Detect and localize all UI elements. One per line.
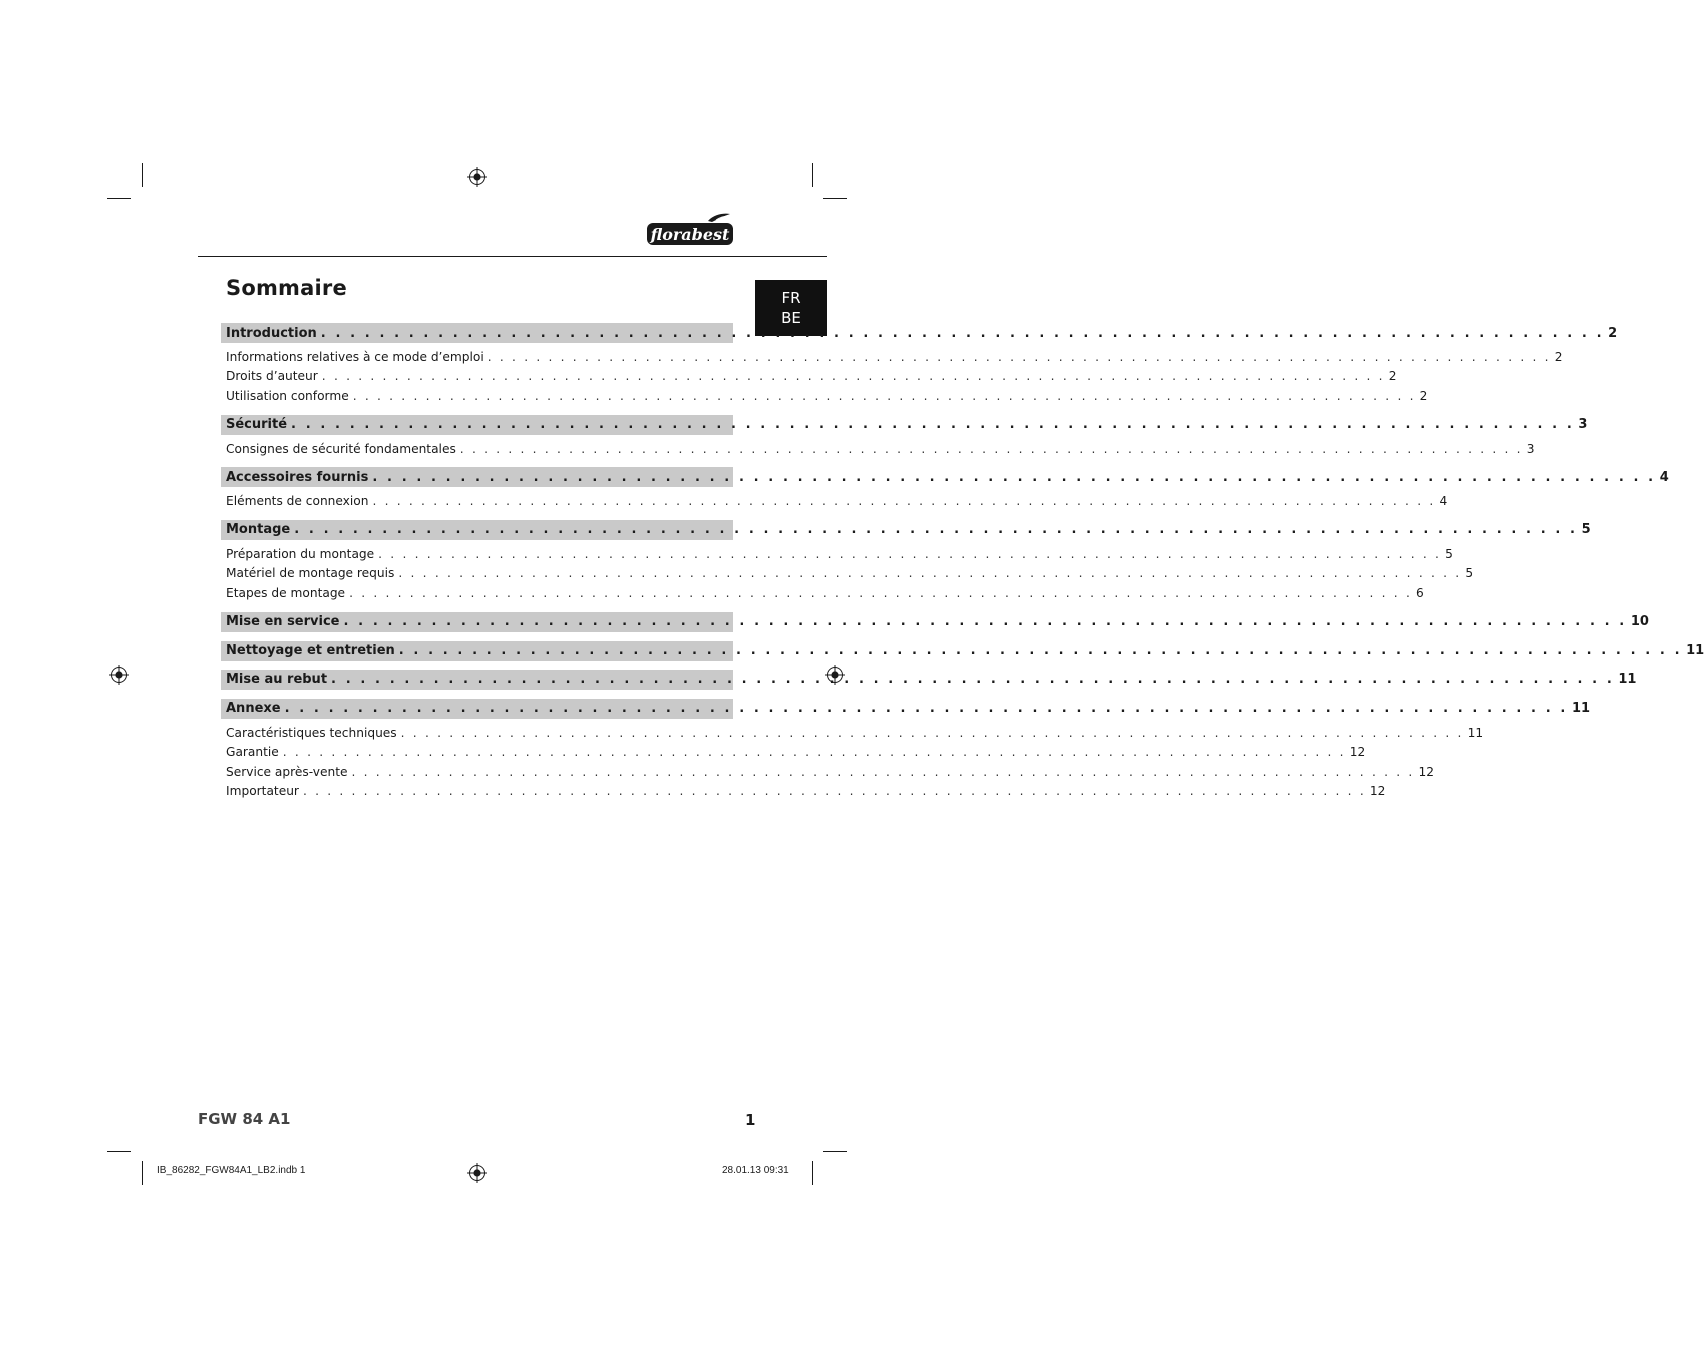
toc-entry-title: Eléments de connexion xyxy=(226,494,369,509)
toc-section-page: 3 xyxy=(1578,417,1588,433)
toc-entry-title: Importateur xyxy=(226,784,299,799)
crop-mark xyxy=(823,198,847,199)
toc-entry-page: 12 xyxy=(1369,784,1386,799)
toc-leader-dots: . . . . . . . . . . . . . . . . . . . . . . . . . . . . . . . . . . . . . . . . . . . . . . . . . . . . . . . . . . . . . . . . . . . . . . . . . . . . . . . . . . . . . . . . xyxy=(352,388,1416,403)
toc-entry-page: 12 xyxy=(1418,764,1434,779)
footer-page-number: 1 xyxy=(745,1111,756,1129)
table-of-contents xyxy=(221,323,1704,810)
toc-leader-dots: . . . . . . . . . . . . . . . . . . . . . . . . . . . . . . . . . . . . . . . . . . . . . . . . . . . . . . . . . . . . . . . . . . . . . . . . . . . . . . . . . . . . . . . . xyxy=(331,672,1615,688)
toc-subentries xyxy=(221,540,1474,603)
toc-leader-dots: . . . . . . . . . . . . . . . . . . . . . . . . . . . . . . . . . . . . . . . . . . . . . . . . . . . . . . . . . . . . . . . . . . . . . . . . . . . . . . . . . . . . . . . . xyxy=(398,566,1462,581)
toc-leader-dots: . . . . . . . . . . . . . . . . . . . . . . . . . . . . . . . . . . . . . . . . . . . . . . . . . . . . . . . . . . . . . . . . . . . . . . . . . . . . . . . . . . . . . . . . xyxy=(349,585,1413,600)
crop-mark xyxy=(812,163,813,187)
toc-section-title: Nettoyage et entretien xyxy=(226,643,395,659)
toc-entry-page: 5 xyxy=(1445,546,1453,561)
toc-leader-dots: . . . . . . . . . . . . . . . . . . . . . . . . . . . . . . . . . . . . . . . . . . . . . . . . . . . . . . . . . . . . . . . . . . . . . . . . . . . . . . . . . . . . . . . . xyxy=(284,701,1568,717)
toc-leader-dots: . . . . . . . . . . . . . . . . . . . . . . . . . . . . . . . . . . . . . . . . . . . . . . . . . . . . . . . . . . . . . . . . . . . . . . . . . . . . . . . . . . . . . . . . xyxy=(398,643,1683,659)
toc-leader-dots: . . . . . . . . . . . . . . . . . . . . . . . . . . . . . . . . . . . . . . . . . . . . . . . . . . . . . . . . . . . . . . . . . . . . . . . . . . . . . . . . . . . . . . . . xyxy=(351,764,1415,779)
toc-section-page: 4 xyxy=(1659,469,1669,485)
toc-entry-title: Caractéristiques techniques xyxy=(226,725,397,740)
toc-section xyxy=(221,415,1588,459)
footer-model: FGW 84 A1 xyxy=(198,1110,291,1128)
registration-mark-icon xyxy=(467,1163,487,1183)
toc-leader-dots: . . . . . . . . . . . . . . . . . . . . . . . . . . . . . . . . . . . . . . . . . . . . . . . . . . . . . . . . . . . . . . . . . . . . . . . . . . . . . . . . . . . . . . . . xyxy=(372,469,1656,485)
toc-leader-dots: . . . . . . . . . . . . . . . . . . . . . . . . . . . . . . . . . . . . . . . . . . . . . . . . . . . . . . . . . . . . . . . . . . . . . . . . . . . . . . . . . . . . . . . . xyxy=(282,745,1346,760)
logo-text: florabest xyxy=(650,225,730,244)
toc-entry-title: Droits d’auteur xyxy=(226,369,318,384)
toc-entry[interactable] xyxy=(221,544,1453,564)
toc-section-title: Annexe xyxy=(226,701,281,717)
toc-entry-title: Préparation du montage xyxy=(226,546,375,561)
toc-leader-dots: . . . . . . . . . . . . . . . . . . . . . . . . . . . . . . . . . . . . . . . . . . . . . . . . . . . . . . . . . . . . . . . . . . . . . . . . . . . . . . . . . . . . . . . . xyxy=(459,441,1523,456)
toc-section-heading[interactable] xyxy=(221,323,1618,343)
toc-subentries xyxy=(221,719,1484,801)
toc-entry-title: Utilisation conforme xyxy=(226,388,349,403)
toc-section-heading[interactable] xyxy=(221,520,1591,540)
toc-section-page: 5 xyxy=(1581,522,1591,538)
toc-entry[interactable] xyxy=(221,439,1535,459)
language-code-be: BE xyxy=(781,309,801,327)
toc-entry-page: 2 xyxy=(1554,349,1563,364)
toc-leader-dots: . . . . . . . . . . . . . . . . . . . . . . . . . . . . . . . . . . . . . . . . . . . . . . . . . . . . . . . . . . . . . . . . . . . . . . . . . . . . . . . . . . . . . . . . xyxy=(372,494,1436,509)
registration-mark-icon xyxy=(109,665,129,685)
toc-section-title: Mise en service xyxy=(226,614,340,630)
toc-entry[interactable] xyxy=(221,386,1428,406)
toc-leader-dots: . . . . . . . . . . . . . . . . . . . . . . . . . . . . . . . . . . . . . . . . . . . . . . . . . . . . . . . . . . . . . . . . . . . . . . . . . . . . . . . . . . . . . . . . xyxy=(302,784,1366,799)
toc-section-heading[interactable] xyxy=(221,612,1649,632)
toc-entry[interactable] xyxy=(221,723,1484,743)
crop-mark xyxy=(142,163,143,187)
toc-entry[interactable] xyxy=(221,583,1424,603)
toc-entry-page: 11 xyxy=(1467,725,1484,740)
toc-section-page: 2 xyxy=(1608,325,1618,341)
toc-leader-dots: . . . . . . . . . . . . . . . . . . . . . . . . . . . . . . . . . . . . . . . . . . . . . . . . . . . . . . . . . . . . . . . . . . . . . . . . . . . . . . . . . . . . . . . . xyxy=(294,522,1578,538)
page-title: Sommaire xyxy=(226,276,347,300)
toc-subentries xyxy=(221,435,1535,459)
toc-section xyxy=(221,699,1591,801)
toc-section-page: 10 xyxy=(1630,614,1649,630)
toc-entry-page: 4 xyxy=(1439,494,1448,509)
toc-section-heading[interactable] xyxy=(221,415,1588,435)
crop-mark xyxy=(812,1161,813,1185)
toc-entry-title: Matériel de montage requis xyxy=(226,566,395,581)
toc-section-page: 11 xyxy=(1571,701,1591,717)
toc-leader-dots: . . . . . . . . . . . . . . . . . . . . . . . . . . . . . . . . . . . . . . . . . . . . . . . . . . . . . . . . . . . . . . . . . . . . . . . . . . . . . . . . . . . . . . . . xyxy=(291,417,1575,433)
toc-entry-page: 6 xyxy=(1416,585,1424,600)
toc-leader-dots: . . . . . . . . . . . . . . . . . . . . . . . . . . . . . . . . . . . . . . . . . . . . . . . . . . . . . . . . . . . . . . . . . . . . . . . . . . . . . . . . . . . . . . . . xyxy=(343,614,1627,630)
crop-mark xyxy=(142,1161,143,1185)
toc-section xyxy=(221,323,1618,406)
toc-section xyxy=(221,520,1591,603)
toc-entry-page: 2 xyxy=(1388,369,1397,384)
language-code-fr: FR xyxy=(781,289,801,307)
toc-leader-dots: . . . . . . . . . . . . . . . . . . . . . . . . . . . . . . . . . . . . . . . . . . . . . . . . . . . . . . . . . . . . . . . . . . . . . . . . . . . . . . . . . . . . . . . . xyxy=(378,546,1442,561)
crop-mark xyxy=(107,198,131,199)
toc-entry-page: 5 xyxy=(1465,566,1474,581)
toc-entry-title: Garantie xyxy=(226,745,279,760)
slug-file-name: IB_86282_FGW84A1_LB2.indb 1 xyxy=(157,1165,306,1176)
toc-section-title: Accessoires fournis xyxy=(226,469,369,485)
registration-mark-icon xyxy=(467,167,487,187)
toc-leader-dots: . . . . . . . . . . . . . . . . . . . . . . . . . . . . . . . . . . . . . . . . . . . . . . . . . . . . . . . . . . . . . . . . . . . . . . . . . . . . . . . . . . . . . . . . xyxy=(400,725,1464,740)
toc-entry-page: 3 xyxy=(1526,441,1535,456)
header-rule xyxy=(198,256,827,257)
crop-mark xyxy=(823,1151,847,1152)
toc-subentries xyxy=(221,487,1448,511)
toc-entry[interactable] xyxy=(221,347,1563,367)
toc-section-title: Montage xyxy=(226,522,291,538)
toc-entry[interactable] xyxy=(221,491,1448,511)
toc-entry-page: 2 xyxy=(1419,388,1428,403)
toc-section-page: 11 xyxy=(1618,672,1637,688)
slug-timestamp: 28.01.13 09:31 xyxy=(722,1165,789,1176)
crop-mark xyxy=(107,1151,131,1152)
toc-section xyxy=(221,612,1649,632)
toc-section-heading[interactable] xyxy=(221,641,1704,661)
toc-entry-title: Consignes de sécurité fondamentales xyxy=(226,441,456,456)
toc-section xyxy=(221,641,1704,661)
toc-entry[interactable] xyxy=(221,367,1397,387)
toc-section xyxy=(221,467,1669,511)
toc-section-title: Mise au rebut xyxy=(226,672,328,688)
toc-entry[interactable] xyxy=(221,564,1474,584)
toc-leader-dots: . . . . . . . . . . . . . . . . . . . . . . . . . . . . . . . . . . . . . . . . . . . . . . . . . . . . . . . . . . . . . . . . . . . . . . . . . . . . . . . . . . . . . . . . xyxy=(321,369,1385,384)
toc-entry-title: Informations relatives à ce mode d’emploi xyxy=(226,349,484,364)
toc-section-heading[interactable] xyxy=(221,467,1669,487)
florabest-logo xyxy=(646,212,734,248)
toc-leader-dots: . . . . . . . . . . . . . . . . . . . . . . . . . . . . . . . . . . . . . . . . . . . . . . . . . . . . . . . . . . . . . . . . . . . . . . . . . . . . . . . . . . . . . . . . xyxy=(487,349,1551,364)
toc-entry[interactable] xyxy=(221,742,1366,762)
toc-section-heading[interactable] xyxy=(221,699,1591,719)
toc-entry-title: Etapes de montage xyxy=(226,585,346,600)
toc-section-page: 11 xyxy=(1686,643,1704,659)
toc-entry[interactable] xyxy=(221,762,1434,782)
toc-section xyxy=(221,670,1637,690)
toc-section-title: Introduction xyxy=(226,325,317,341)
toc-entry[interactable] xyxy=(221,782,1386,802)
toc-entry-title: Service après-vente xyxy=(226,764,348,779)
toc-subentries xyxy=(221,343,1563,406)
toc-section-heading[interactable] xyxy=(221,670,1637,690)
toc-entry-page: 12 xyxy=(1349,745,1366,760)
toc-leader-dots: . . . . . . . . . . . . . . . . . . . . . . . . . . . . . . . . . . . . . . . . . . . . . . . . . . . . . . . . . . . . . . . . . . . . . . . . . . . . . . . . . . . . . . . . xyxy=(320,325,1605,341)
toc-section-title: Sécurité xyxy=(226,417,288,433)
